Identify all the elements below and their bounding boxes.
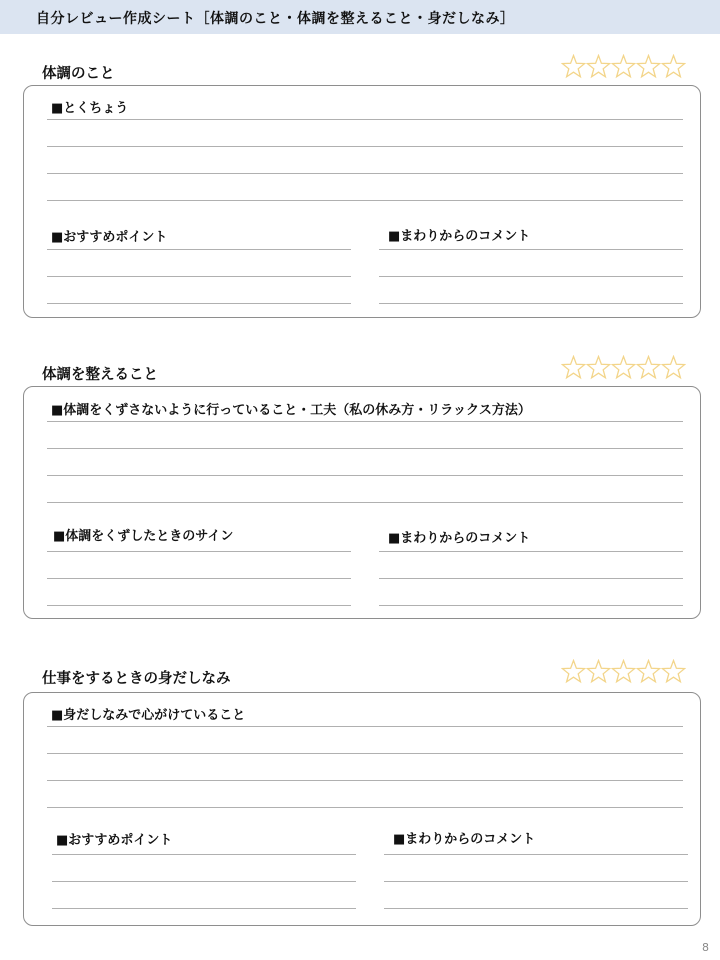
star-outline-icon[interactable] <box>636 54 661 80</box>
write-line[interactable] <box>379 303 683 304</box>
rating-stars[interactable] <box>561 659 686 687</box>
star-outline-icon[interactable] <box>661 355 686 381</box>
write-line[interactable] <box>384 908 688 909</box>
write-line[interactable] <box>379 578 683 579</box>
page-number: 8 <box>702 941 709 954</box>
write-line[interactable] <box>47 146 683 147</box>
rating-stars[interactable] <box>561 54 686 82</box>
write-line[interactable] <box>52 881 356 882</box>
write-line[interactable] <box>52 908 356 909</box>
page-title: 自分レビュー作成シート［体調のこと・体調を整えること・身だしなみ］ <box>36 11 515 27</box>
field-label-comments: ■まわりからのコメント <box>388 229 531 244</box>
write-line[interactable] <box>384 854 688 855</box>
rating-stars[interactable] <box>561 355 686 383</box>
write-line[interactable] <box>47 276 351 277</box>
star-outline-icon[interactable] <box>586 355 611 381</box>
write-line[interactable] <box>47 578 351 579</box>
field-label-recommend: ■おすすめポイント <box>51 230 168 245</box>
write-line[interactable] <box>47 502 683 503</box>
write-line[interactable] <box>47 807 683 808</box>
write-line[interactable] <box>47 551 351 552</box>
section-title: 体調を整えること <box>42 367 158 383</box>
write-line[interactable] <box>47 303 351 304</box>
write-line[interactable] <box>47 605 351 606</box>
section-box <box>23 692 701 926</box>
write-line[interactable] <box>384 881 688 882</box>
write-line[interactable] <box>47 753 683 754</box>
write-line[interactable] <box>47 475 683 476</box>
field-label-comments: ■まわりからのコメント <box>388 531 531 546</box>
header-bar <box>0 0 720 34</box>
star-outline-icon[interactable] <box>636 355 661 381</box>
write-line[interactable] <box>52 854 356 855</box>
write-line[interactable] <box>47 780 683 781</box>
section-box <box>23 386 701 619</box>
field-label-signs: ■体調をくずしたときのサイン <box>53 529 234 544</box>
star-outline-icon[interactable] <box>561 355 586 381</box>
write-line[interactable] <box>379 605 683 606</box>
field-label-comments: ■まわりからのコメント <box>393 832 536 847</box>
write-line[interactable] <box>47 173 683 174</box>
write-line[interactable] <box>379 276 683 277</box>
write-line[interactable] <box>47 119 683 120</box>
star-outline-icon[interactable] <box>586 54 611 80</box>
star-outline-icon[interactable] <box>661 659 686 685</box>
field-label-methods: ■体調をくずさないように行っていること・工夫（私の休み方・リラックス方法） <box>51 403 531 418</box>
star-outline-icon[interactable] <box>611 54 636 80</box>
write-line[interactable] <box>47 726 683 727</box>
section-title: 体調のこと <box>42 66 115 82</box>
field-label-recommend: ■おすすめポイント <box>56 833 173 848</box>
section-title: 仕事をするときの身だしなみ <box>42 671 231 687</box>
star-outline-icon[interactable] <box>561 659 586 685</box>
write-line[interactable] <box>47 448 683 449</box>
field-label-grooming: ■身だしなみで心がけていること <box>51 708 246 723</box>
write-line[interactable] <box>47 200 683 201</box>
write-line[interactable] <box>379 551 683 552</box>
write-line[interactable] <box>47 421 683 422</box>
star-outline-icon[interactable] <box>586 659 611 685</box>
star-outline-icon[interactable] <box>611 355 636 381</box>
star-outline-icon[interactable] <box>661 54 686 80</box>
star-outline-icon[interactable] <box>561 54 586 80</box>
write-line[interactable] <box>47 249 351 250</box>
write-line[interactable] <box>379 249 683 250</box>
section-box <box>23 85 701 318</box>
star-outline-icon[interactable] <box>636 659 661 685</box>
star-outline-icon[interactable] <box>611 659 636 685</box>
field-label-traits: ■とくちょう <box>51 101 129 116</box>
